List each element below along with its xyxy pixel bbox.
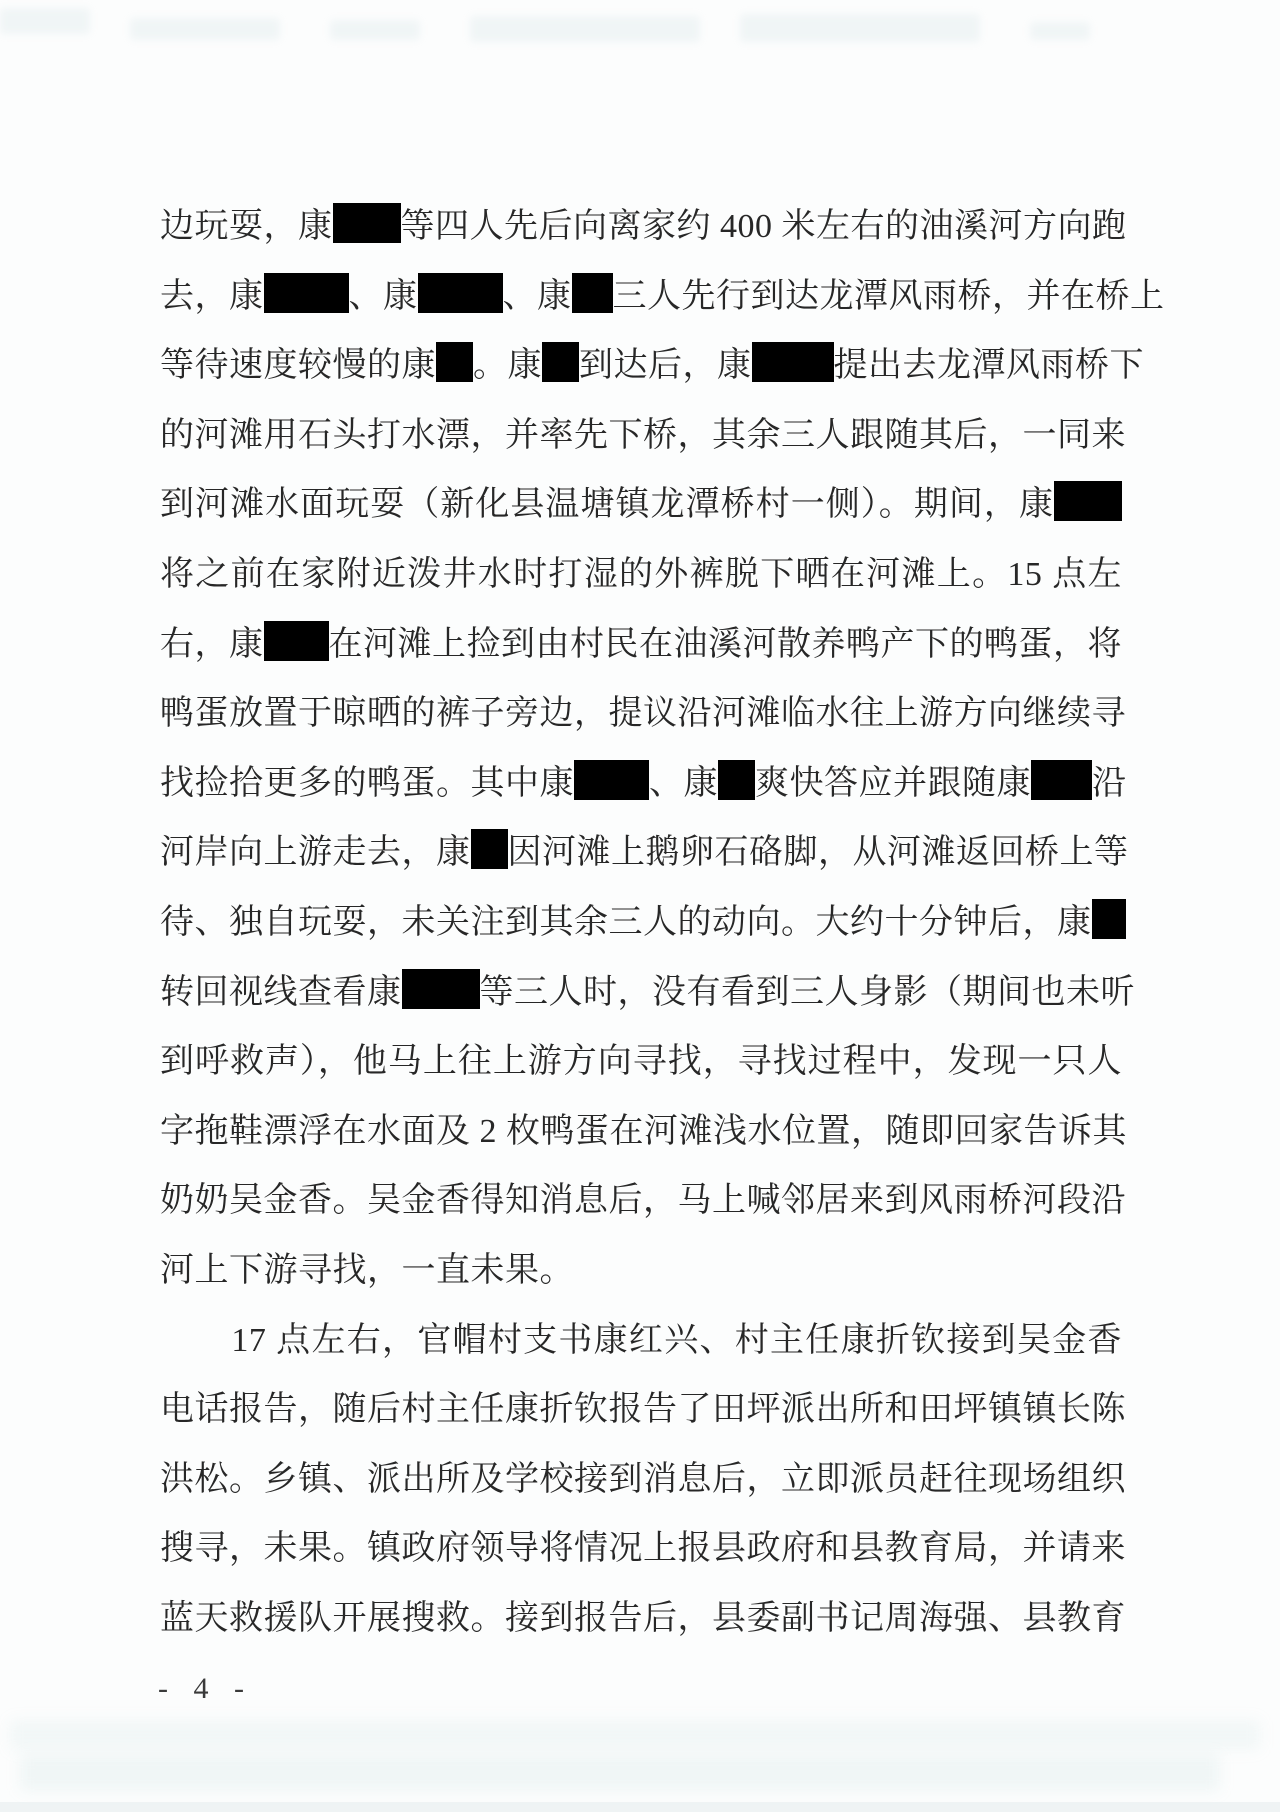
redaction-box [402, 969, 480, 1009]
document-text: 、康 [649, 764, 718, 802]
scan-bleed-artifact [330, 20, 420, 40]
document-text: 的河滩用石头打水漂，并率先下桥，其余三人跟随其后，一同来 [160, 416, 1126, 454]
document-line [160, 1097, 1127, 1167]
document-line [160, 540, 1122, 610]
document-text: 电话报告，随后村主任康折钦报告了田坪派出所和田坪镇镇长陈 [160, 1391, 1126, 1429]
document-line [160, 749, 1127, 819]
redaction-box [1031, 760, 1092, 800]
document-text: 。康 [473, 347, 542, 385]
document-text: 、康 [348, 277, 418, 315]
document-text: 河上下游寻找，一直未果。 [160, 1251, 574, 1289]
redaction-box [436, 342, 473, 382]
document-line [160, 192, 1127, 262]
redaction-box [1092, 899, 1126, 939]
document-text: 边玩耍，康 [160, 208, 333, 245]
document-text: 到达后，康 [579, 347, 752, 385]
document-line [160, 1584, 1126, 1654]
document-text: 河岸向上游走去，康 [160, 834, 471, 872]
document-line [160, 401, 1126, 471]
document-line [160, 888, 1122, 958]
scan-bleed-artifact [740, 14, 980, 42]
scan-bleed-artifact [10, 1720, 1260, 1750]
document-text: 到河滩水面玩耍（新化县温塘镇龙潭桥村一侧）。期间，康 [160, 486, 1054, 524]
document-line [160, 679, 1126, 749]
redaction-box [1054, 481, 1122, 521]
redaction-box [418, 273, 503, 313]
document-text: 蓝天救援队开展搜救。接到报告后，县委副书记周海强、县教育 [160, 1599, 1126, 1637]
document-text: 奶奶吴金香。吴金香得知消息后，马上喊邻居来到风雨桥河段沿 [160, 1182, 1126, 1220]
document-text: 字拖鞋漂浮在水面及 2 枚鸭蛋在河滩浅水位置，随即回家告诉其 [160, 1112, 1127, 1150]
scan-bleed-artifact [470, 16, 700, 42]
document-line [160, 818, 1129, 888]
document-text: 转回视线查看康 [160, 973, 402, 1011]
document-line [160, 262, 1165, 332]
document-line [160, 1236, 1122, 1306]
document-text: 搜寻，未果。镇政府领导将情况上报县政府和县教育局，并请来 [160, 1530, 1126, 1568]
document-text: 在河滩上捡到由村民在油溪河散养鸭产下的鸭蛋，将 [328, 625, 1122, 663]
document-line [160, 1306, 1122, 1376]
redaction-box [471, 829, 508, 869]
document-line [160, 470, 1122, 540]
document-text: 洪松。乡镇、派出所及学校接到消息后，立即派员赶往现场组织 [160, 1460, 1126, 1498]
redaction-box [264, 273, 349, 313]
redaction-box [718, 760, 755, 800]
document-line [160, 610, 1122, 680]
document-text: 17 点左右，官帽村支书康红兴、村主任康折钦接到吴金香 [231, 1321, 1122, 1359]
redaction-box [264, 621, 329, 661]
document-text: 等三人时，没有看到三人身影（期间也未听 [479, 973, 1135, 1011]
document-text: 爽快答应并跟随康 [755, 764, 1031, 802]
document-line [160, 1445, 1126, 1515]
document-text: 到呼救声），他马上往上游方向寻找，寻找过程中，发现一只人 [160, 1043, 1122, 1081]
document-body [160, 192, 1165, 1653]
scan-bleed-artifact [0, 8, 90, 34]
document-text: 等待速度较慢的康 [160, 347, 436, 385]
document-line [160, 1166, 1126, 1236]
document-line [160, 1375, 1126, 1445]
document-text: 去，康 [160, 277, 264, 315]
redaction-box [574, 760, 649, 800]
scan-bleed-artifact [130, 18, 280, 40]
document-text: 待、独自玩耍，未关注到其余三人的动向。大约十分钟后，康 [160, 903, 1092, 941]
scan-bleed-artifact [1030, 22, 1090, 40]
document-line [160, 331, 1144, 401]
document-text: 因河滩上鹅卵石硌脚，从河滩返回桥上等 [507, 834, 1129, 872]
document-text: 右，康 [160, 625, 264, 663]
document-line [160, 1514, 1126, 1584]
document-text: 三人先行到达龙潭风雨桥，并在桥上 [612, 277, 1165, 315]
redaction-box [542, 342, 579, 382]
document-text: 等四人先后向离家约 400 米左右的油溪河方向跑 [400, 208, 1127, 245]
document-text: 鸭蛋放置于晾晒的裤子旁边，提议沿河滩临水往上游方向继续寻 [160, 695, 1126, 733]
document-line [160, 1027, 1122, 1097]
document-text: 沿 [1092, 764, 1127, 802]
document-text: 将之前在家附近泼井水时打湿的外裤脱下晒在河滩上。15 点左 [160, 555, 1122, 593]
scan-bleed-artifact [20, 1755, 1220, 1791]
redaction-box [752, 342, 834, 382]
document-line [160, 958, 1135, 1028]
document-text: 、康 [502, 277, 572, 315]
document-text: 找捡拾更多的鸭蛋。其中康 [160, 764, 574, 802]
scan-edge-shadow [0, 1802, 1280, 1812]
page-number: - 4 - [158, 1672, 253, 1705]
document-text: 提出去龙潭风雨桥下 [833, 347, 1144, 385]
redaction-box [572, 273, 613, 313]
redaction-box [333, 203, 401, 243]
